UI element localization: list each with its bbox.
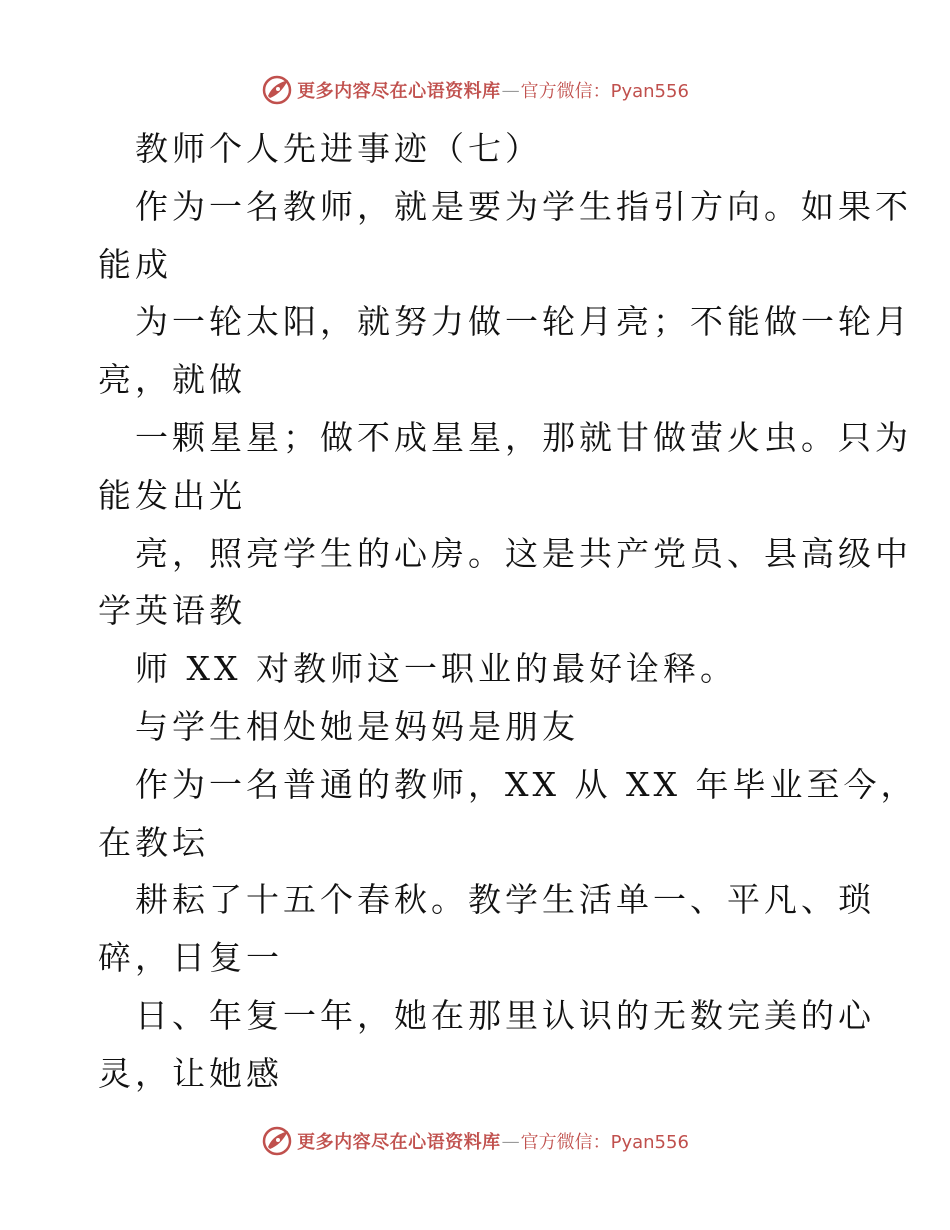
text-line: 亮，照亮学生的心房。这是共产党员、县高级中 bbox=[135, 533, 912, 573]
banner-separator: — bbox=[501, 1130, 520, 1152]
pen-nib-logo-icon bbox=[261, 1125, 293, 1157]
banner-wechat: 官方微信：Pyan556 bbox=[520, 81, 689, 102]
text-line: 在教坛 bbox=[98, 822, 209, 862]
footer-banner bbox=[0, 1121, 950, 1161]
text-line: 亮，就做 bbox=[98, 360, 246, 400]
text-line: 能发出光 bbox=[98, 475, 246, 515]
text-line: 作为一名普通的教师，XX 从 XX 年毕业至今， bbox=[135, 764, 918, 804]
text-line: 为一轮太阳，就努力做一轮月亮；不能做一轮月 bbox=[135, 302, 912, 342]
text-line: 灵，让她感 bbox=[98, 1053, 283, 1093]
banner-separator: — bbox=[501, 79, 520, 101]
header-banner bbox=[0, 70, 950, 110]
banner-slogan: 更多内容尽在心语资料库 bbox=[297, 1132, 501, 1153]
document-body bbox=[98, 120, 918, 1103]
text-line: 师 XX 对教师这一职业的最好诠释。 bbox=[135, 649, 737, 689]
text-line: 耕耘了十五个春秋。教学生活单一、平凡、琐 bbox=[135, 880, 875, 920]
pen-nib-logo-icon bbox=[261, 74, 293, 106]
text-line: 碎，日复一 bbox=[98, 938, 283, 978]
banner-wechat: 官方微信：Pyan556 bbox=[520, 1132, 689, 1153]
document-title: 教师个人先进事迹（七） bbox=[135, 129, 542, 168]
banner-slogan: 更多内容尽在心语资料库 bbox=[297, 81, 501, 102]
text-line: 学英语教 bbox=[98, 591, 246, 631]
section-heading: 与学生相处她是妈妈是朋友 bbox=[135, 706, 579, 746]
text-line: 一颗星星；做不成星星，那就甘做萤火虫。只为 bbox=[135, 417, 912, 457]
text-line: 日、年复一年，她在那里认识的无数完美的心 bbox=[135, 995, 875, 1035]
text-line: 能成 bbox=[98, 244, 172, 284]
text-line: 作为一名教师，就是要为学生指引方向。如果不 bbox=[135, 186, 912, 226]
